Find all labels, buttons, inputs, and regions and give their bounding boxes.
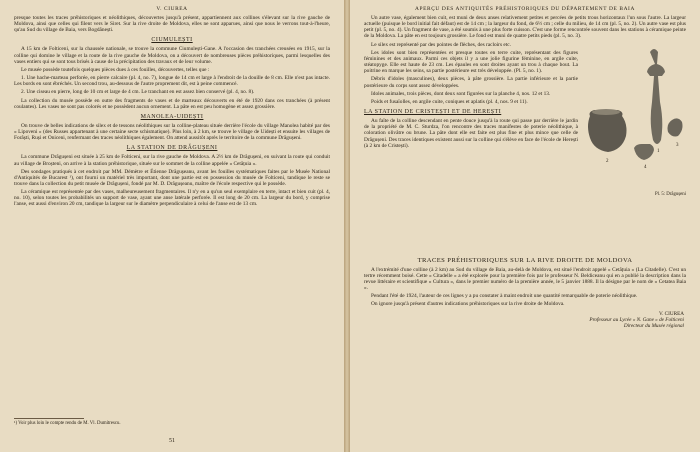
author-signature <box>364 311 686 329</box>
plate-caption: Pl. 5: Drăgușeni <box>654 191 686 197</box>
footnote: ¹) Voir plus loin le compte rendu de M. Vl. Dumitrescu. <box>14 418 84 426</box>
paragraph: Au faîte de la colline descendant en pente douce jusqu'à la route qui passe par derrière le jardin de la propriété de M. C. Sturdza, l'on rencontre des traces manifestes de poterie néolithique, à coloration olivâtre ou brune. La pâte dont elle est faite est plus fine et plus mince que celle de Drăgușeni. Des traces identiques existent aussi sur la colline qui s'élève en face de l'école de Herești (à 2 km de Cristești). <box>364 118 578 149</box>
paragraph: Des sondages pratiqués à cet endroit par MM. Démètre et Étienne Drăgușeanu, avant les fouilles systématiques faites par le Musée National d'Antiquités de Bucarest ¹), ont fourni un matériel très important, dont une partie est en possession du musée de Folticeni, tandique le reste se trouve dans la collection du petit musée de Drăgușeni, fondé par M. D. Drăgușeanu, maître de l'école respective qui le possède. <box>14 168 330 187</box>
paragraph: On ignore jusqu'à présent d'autres indications préhistoriques sur la rive droite de Moldova. <box>371 301 565 308</box>
paragraph: 2. Une ciseau en pierre, long de 10 cm et large de 4 cm. Le tranchant en est assez bien conservé (pl. 4, no. 8). <box>21 89 255 96</box>
figure-label-1: 1 <box>657 148 660 154</box>
figure-label-3: 3 <box>676 142 679 148</box>
pot-icon <box>588 109 627 152</box>
left-page <box>0 0 344 452</box>
figure-label-4: 4 <box>644 164 647 170</box>
paragraph: Un autre vase, également bien cuit, est muni de deux anses relativement petites et percées de petits trous horizontaux l'un sous l'autre. La largeur actuelle (puisque le bord initial fait défaut) est de 14 cm ; la largeur du fond, de 6½ cm ; celle du milieu, de 14 cm (pl. 5, no. 2). Un autre vase est plus petit (pl. 5, no. 4). Un fragment de vase, a été soumis à une plus forte cuisson. C'est une forme rencontrée souvent dans les stations à céramique peinte de la Moldova. La pâte en est toujours grossière. Le fond est muni de quatre petits pieds (pl. 5, no. 3). <box>364 15 686 40</box>
small-vase-icon <box>668 118 683 136</box>
author-affiliation-2: Directeur du Musée régional <box>623 322 684 329</box>
text-with-plate <box>364 42 686 252</box>
paragraph: Les idoles sont bien représentées et presque toutes en terre cuite, représentant des figures féminines et des animaux. Parmi ces objets il y a une jolie figurine féminine, en argile cuite, stéatopyge. Elle est haute de 23 cm. Les épaules en sont droites ayant un trou à chaque bout. La poitrine en marque les seins, sa partie postérieure est très développée. (Pl. 5, no. 1). <box>364 49 578 75</box>
page-number: 51 <box>169 438 175 444</box>
paragraph: Poids et fusaïolles, en argile cuite, coniques et aplatis (pl. 4, nos. 9 et 11). <box>371 98 528 105</box>
section-title-cristesti: LA STATION DE CRISTEȘTI ET DE HEREȘTI <box>364 109 502 116</box>
author-name: V. CIUREA <box>659 310 684 317</box>
footed-bowl-icon <box>634 144 654 160</box>
text-column <box>364 42 578 252</box>
paragraph: Débris d'idoles (masculines), deux pièces, à pâte grossière. La partie inférieure et la partie postérieure du corps sont assez développées. <box>364 76 578 89</box>
author-affiliation-1: Professeur au Lycée « N. Gane » de Folticeni <box>589 316 684 323</box>
paragraph: On trouve de belles indications de silex et de tessons néolithiques sur la colline-plateau située derrière l'école du village Manolea habité par des « Lipoveni » (des Russes appartenant à une certaine secte schismatique). Plus loin, à 2 km, se trouve le village de Uidești et ensuite les villages de Forăști, Ruși et Oniceni, renfermant des traces néolithiques également. On attend aussitôt après le territoire de la commune Drăgușeni. <box>14 122 330 142</box>
female-idol-icon <box>647 49 665 144</box>
figure-label-2: 2 <box>606 158 609 164</box>
paragraph: Le musée possède toutefois quelques pièces dues à ces fouilles, découvertes, telles que : <box>21 66 210 73</box>
paragraph: Idoles animales, trois pièces, dont deux sont figurées sur la planche 4, nos. 12 et 13. <box>371 90 551 97</box>
paragraph: La céramique est représentée par des vases, malheureusement fragmentaires. Il n'y en a qu'un seul exemplaire en terre, intact et bien cuit (pl. 4, no. 10), selon toutes les probabilités un support de vase, ayant une anse latérale perforée. Il est long de 20 cm. La largeur du bord, y comprise l'anse, est aussi d'environ 20 cm, tandique la largeur sur le diamètre perpendiculaire à celui de l'anse est de 13 cm. <box>14 189 330 208</box>
section-title-manolea: MANOLEA-UIDEȘTI <box>140 113 204 120</box>
paragraph: Le silex est représenté par des pointes de flèches, des racloirs etc. <box>371 41 511 48</box>
paragraph: A l'extrémité d'une colline (à 2 km) au Sud du village de Baia, au-delà de Moldova, est situé l'endroit appelé « Cetățuia » (La Citadelle). C'est un tertre récemment boisé. Cette « Citadelle » a été explorée pour la première fois par le professeur N. Beldiceanu qui en a publié la description dans la revue littéraire et scientifique « Cultura », dans le premier numéro de la première année, le 5 janvier 1888. Il la désigne par le nom de « Cetatea Baia ». <box>364 266 686 292</box>
paragraph: A 15 km de Folticeni, sur la chaussée nationale, se trouve la commune Ciumulești-Gane. A l'occasion des tranchées creusées en 1915, sur la colline qui domine le village et la route de la rive gauche de Moldova, on a découvert de nombreuses pièces préhistoriques, parmi lesquelles des vases entiers qui se sont tous brisés à cause de la précipitation des travaux et de leur volume. <box>14 46 330 65</box>
section-title-right-bank: TRACES PRÉHISTORIQUES SUR LA RIVE DROITE DE MOLDOVA <box>417 256 633 264</box>
section-title-ciumulesti: CIUMULEȘTI <box>151 37 193 44</box>
plate-figure <box>584 42 686 252</box>
running-head-left: V. CIUREA <box>156 6 188 12</box>
running-head-right: APERÇU DES ANTIQUITÉS PRÉHISTORIQUES DU DÉPARTEMENT DE BAIA <box>415 6 635 12</box>
plate-illustration <box>584 42 686 192</box>
paragraph: La commune Drăgușeni est située à 25 km de Folticeni, sur la rive gauche de Moldova. A 2½ km de Drăgușeni, en suivant la route qui conduit au village de Broșteni, on arrive à la station préhistorique, située sur le sommet de la colline appelée « Cetățuia ». <box>14 154 330 167</box>
paragraph: Pendant l'été de 1924, l'auteur de ces lignes y a pu constater à maint endroit une quantité remarquable de poterie néolithique. <box>371 293 638 300</box>
paragraph: La collection du musée possède en outre des fragments de vases et de marteaux découverts en été de 1920 dans ces tranchées (à présent coulantes). Les vases ne sont pas colorés et ne possèdent aucun ornement. La pâte en est peu homogène et assez grossière. <box>14 97 330 110</box>
paragraph: 1. Une hache-marteau perforée, en pierre calcaire (pl. 4, no. 7), longue de 14 cm et large à l'endroit de la douille de 8 cm. Elle n'est pas intacte. Les bords en sont ébréchés. Un second trou, au-dessous de l'autre proprement dit, est à peine commencé. <box>14 75 330 88</box>
intro-paragraph: presque toutes les traces préhistoriques et néolithiques, découvertes jusqu'à présent, appartiennent aux collines s'élevant sur la rive gauche de Moldova, ainsi que celles qui filent vers le Siret. Sur la rive droite de Moldova, elles ne sont apparues, ainsi que nous le verrons tout-à-l'heure, qu'au Sud du village de Baia, vers Bogdănești. <box>14 15 330 34</box>
right-page <box>350 0 700 452</box>
section-title-draguseni: LA STATION DE DRĂGUȘENI <box>126 145 218 152</box>
